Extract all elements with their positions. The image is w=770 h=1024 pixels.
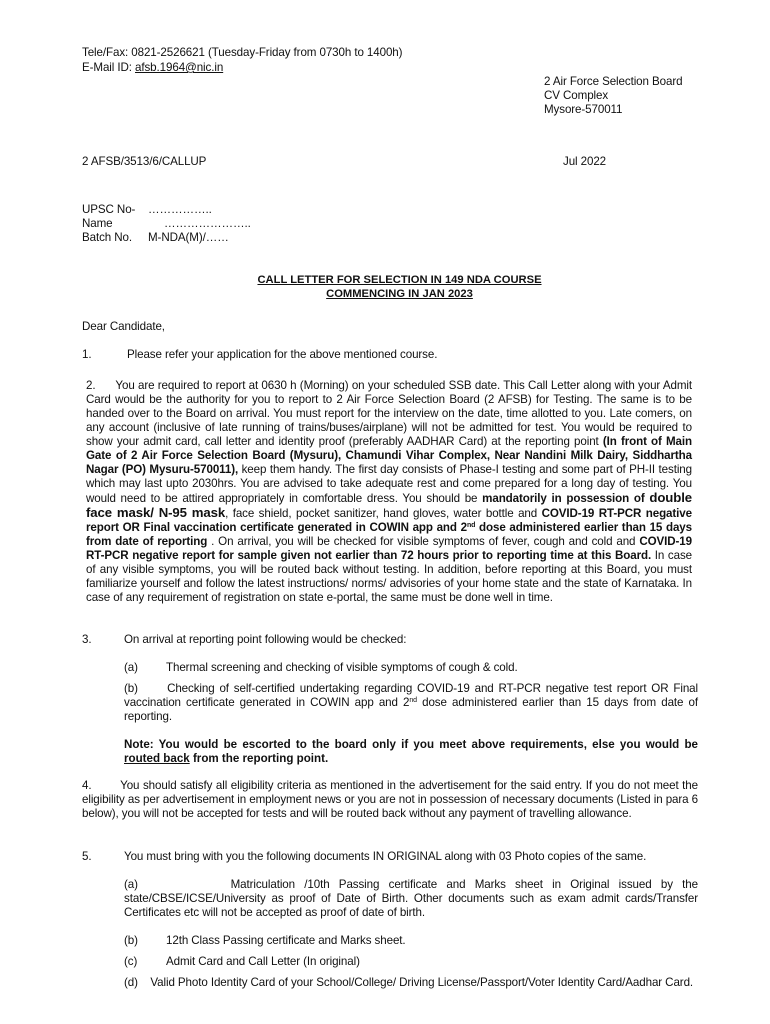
- para-5a-label: (a): [124, 878, 138, 891]
- para-1-text: Please refer your application for the above mentioned course.: [127, 348, 438, 361]
- address-line: CV Complex: [544, 89, 609, 102]
- candidate-details: [82, 203, 402, 245]
- para-4-number: 4.: [82, 779, 92, 792]
- para-3b-text-2: dose administered earlier than 15 days from date of reporting.: [124, 696, 698, 723]
- para-3-text: On arrival at reporting point following would be checked:: [124, 633, 407, 646]
- para-3-number: 3.: [82, 633, 92, 646]
- title-line-2: COMMENCING IN JAN 2023: [326, 288, 473, 300]
- para-3a-text: Thermal screening and checking of visible symptoms of cough & cold.: [166, 661, 518, 674]
- para-2-superscript: nd: [466, 522, 476, 529]
- para-2-text-4: . On arrival, you will be checked for visible symptoms of fever, cough and cold and: [207, 535, 640, 548]
- para-5c-text: Admit Card and Call Letter (In original): [166, 955, 360, 968]
- para-3a-label: (a): [124, 661, 138, 674]
- para-3b-text-1: Checking of self-certified undertaking regarding COVID-19 and RT-PCR negative test report OR Final vaccination certificate generated in COWIN app and 2: [124, 682, 698, 709]
- email-link[interactable]: afsb.1964@nic.in: [135, 61, 224, 74]
- address-line: Mysore-570011: [544, 103, 623, 116]
- para-5a: [124, 878, 698, 920]
- para-2: [86, 379, 692, 605]
- para-3b-label: (b): [124, 682, 138, 695]
- para-2-mandatory: mandatorily in possession of: [482, 492, 650, 505]
- para-5a-text: Matriculation /10th Passing certificate and Marks sheet in Original issued by the state/CBSE/ICSE/University as proof of Date of Birth. Other documents such as exam admit cards/Transfer Certificates etc will not be accepted as proof of date of birth.: [124, 878, 698, 919]
- para-3b-superscript: nd: [409, 697, 417, 704]
- email-label: E-Mail ID:: [82, 61, 136, 74]
- para-5c-label: (c): [124, 955, 138, 968]
- email-line: [82, 61, 223, 75]
- note-text-1: Note: You would be escorted to the board only if you meet above requirements, else you would be: [124, 738, 698, 751]
- para-5b-text: 12th Class Passing certificate and Marks sheet.: [166, 934, 406, 947]
- para-2-text-3: , face shield, pocket sanitizer, hand gloves, water bottle and: [225, 507, 542, 520]
- reference-number: 2 AFSB/3513/6/CALLUP: [82, 155, 207, 168]
- letter-date: Jul 2022: [563, 155, 607, 168]
- para-5d: [124, 976, 714, 990]
- para-2-text-5: In case of any visible symptoms, you will be routed back without testing. In addition, before reporting at this Board, you must familiarize yourself and follow the latest instructions/ norms/ advisories of your home state and the state of Karnataka. In case of any requirement of registration on state e-portal, the same must be done well in time.: [86, 549, 692, 604]
- batch-label: Batch No.: [82, 231, 133, 244]
- para-2-dose: dose administered earlier than 15 days from date of reporting: [86, 521, 692, 548]
- para-5b-label: (b): [124, 934, 138, 947]
- para-4-text: You should satisfy all eligibility criteria as mentioned in the advertisement for the said entry. If you do not meet the eligibility as per advertisement in employment news or you are not in possession of necessary documents (Listed in para 6 below), you will not be accepted for tests and will be routed back without any payment of travelling allowance.: [82, 779, 698, 820]
- para-5d-text: Valid Photo Identity Card of your School/College/ Driving License/Passport/Voter Identity Card/Aadhar Card.: [150, 976, 694, 989]
- upsc-label: UPSC No-: [82, 203, 136, 216]
- para-5d-label: (d): [124, 976, 138, 989]
- address-block: [544, 75, 682, 117]
- name-label: Name: [82, 217, 113, 230]
- salutation: Dear Candidate,: [82, 320, 165, 333]
- para-5-number: 5.: [82, 850, 92, 863]
- address-line: 2 Air Force Selection Board: [544, 75, 683, 88]
- para-3b: [124, 682, 698, 724]
- para-2-text-2: keep them handy. The first day consists of Phase-I testing and some part of PH-II testing which may last upto 2030hrs. You are advised to take adequate rest and come prepared for a long day of testing. You would need to be attired appropriately in comfortable dress. You should be: [86, 463, 692, 505]
- para-1-number: 1.: [82, 348, 92, 361]
- batch-value: M-NDA(M)/……: [148, 231, 229, 244]
- para-2-reporting-point: (In front of Main Gate of 2 Air Force Selection Board (Mysuru), Chamundi Vihar Complex, Near Nandini Milk Dairy, Siddhartha Nagar (PO) Mysuru-570011),: [86, 435, 692, 476]
- para-2-covid-report: COVID-19 RT-PCR negative report OR Final vaccination certificate generated in COWIN app and 2: [86, 507, 692, 534]
- para-4: [82, 779, 698, 821]
- upsc-value: ……………..: [148, 203, 212, 216]
- note-text-2: from the reporting point.: [189, 752, 329, 765]
- para-5-text: You must bring with you the following documents IN ORIGINAL along with 03 Photo copies of the same.: [124, 850, 647, 863]
- note-routed-back: routed back: [124, 752, 190, 765]
- name-value: …………………..: [164, 217, 251, 230]
- para-2-number: 2.: [86, 379, 96, 392]
- letter-title: [82, 273, 717, 301]
- para-3-note: [124, 738, 698, 766]
- para-2-mask: double face mask/ N-95 mask: [86, 490, 692, 520]
- telefax-line: Tele/Fax: 0821-2526621 (Tuesday-Friday from 0730h to 1400h): [82, 46, 403, 59]
- para-2-text-1: You are required to report at 0630 h (Morning) on your scheduled SSB date. This Call Letter along with your Admit Card would be the authority for you to report to 2 Air Force Selection Board (2 AFSB) for Testing. The same is to be handed over to the Board on arrival. You must report for the interview on the date, time allotted to you. Late comers, on any account (inclusive of late running of trains/buses/airplane) will not be admitted for test. You would be required to show your admit card, call letter and identity proof (preferably AADHAR Card) at the reporting point: [86, 379, 693, 448]
- para-2-rtpcr: COVID-19 RT-PCR negative report for sample given not earlier than 72 hours prior to reporting time at this Board.: [86, 535, 693, 562]
- title-line-1: CALL LETTER FOR SELECTION IN 149 NDA COURSE: [257, 274, 542, 286]
